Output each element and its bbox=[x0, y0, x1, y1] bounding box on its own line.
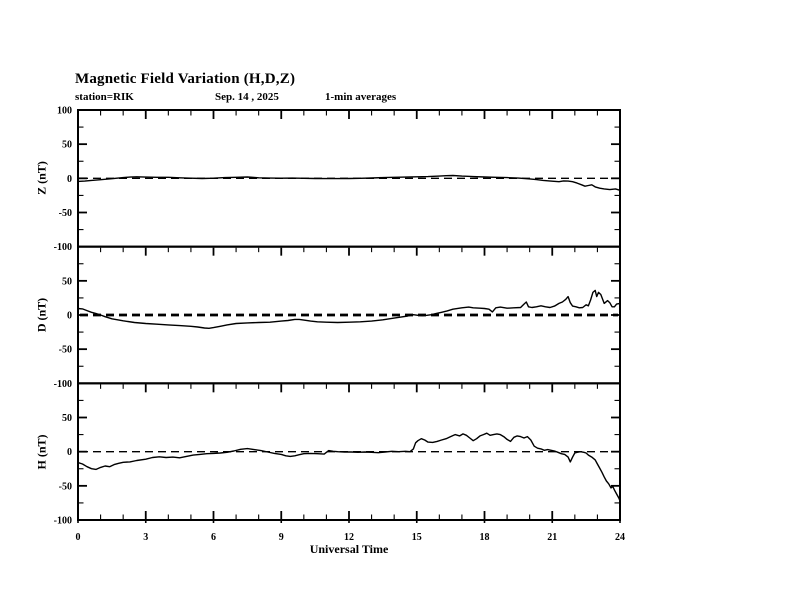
y-tick-label: -50 bbox=[58, 344, 72, 356]
x-tick-label: 3 bbox=[143, 532, 149, 543]
y-tick-label: 0 bbox=[67, 447, 72, 459]
x-tick-label: 9 bbox=[278, 532, 284, 543]
x-tick-label: 0 bbox=[75, 532, 81, 543]
series-line-D bbox=[78, 290, 620, 328]
date-label: Sep. 14 , 2025 bbox=[215, 91, 279, 103]
y-tick-label: 0 bbox=[67, 173, 72, 185]
y-axis-label-z: Z (nT) bbox=[34, 161, 49, 195]
chart-title: Magnetic Field Variation (H,D,Z) bbox=[75, 71, 296, 87]
x-axis-label: Universal Time bbox=[309, 542, 389, 556]
y-tick-label: -50 bbox=[58, 481, 72, 493]
x-tick-label: 18 bbox=[479, 532, 490, 543]
averaging-label: 1-min averages bbox=[325, 91, 397, 103]
x-tick-label: 15 bbox=[411, 532, 422, 543]
x-tick-label: 24 bbox=[615, 532, 625, 543]
y-tick-label: -100 bbox=[53, 515, 72, 527]
y-tick-label: 50 bbox=[62, 276, 72, 288]
x-tick-label: 6 bbox=[211, 532, 216, 543]
x-tick-label: 12 bbox=[344, 532, 354, 543]
y-tick-label: -50 bbox=[58, 208, 72, 219]
y-tick-label: -100 bbox=[53, 242, 72, 254]
y-axis-label-d: D (nT) bbox=[34, 297, 49, 333]
y-tick-label: 50 bbox=[62, 139, 72, 151]
series-line-H bbox=[78, 433, 620, 501]
x-tick-label: 21 bbox=[547, 532, 558, 543]
y-tick-label: 0 bbox=[67, 310, 72, 322]
y-tick-label: 100 bbox=[57, 105, 72, 117]
station-label: station=RIK bbox=[75, 91, 134, 103]
y-tick-label: 50 bbox=[62, 413, 72, 424]
y-tick-label: -100 bbox=[53, 378, 72, 390]
y-axis-label-h: H (nT) bbox=[34, 434, 49, 470]
